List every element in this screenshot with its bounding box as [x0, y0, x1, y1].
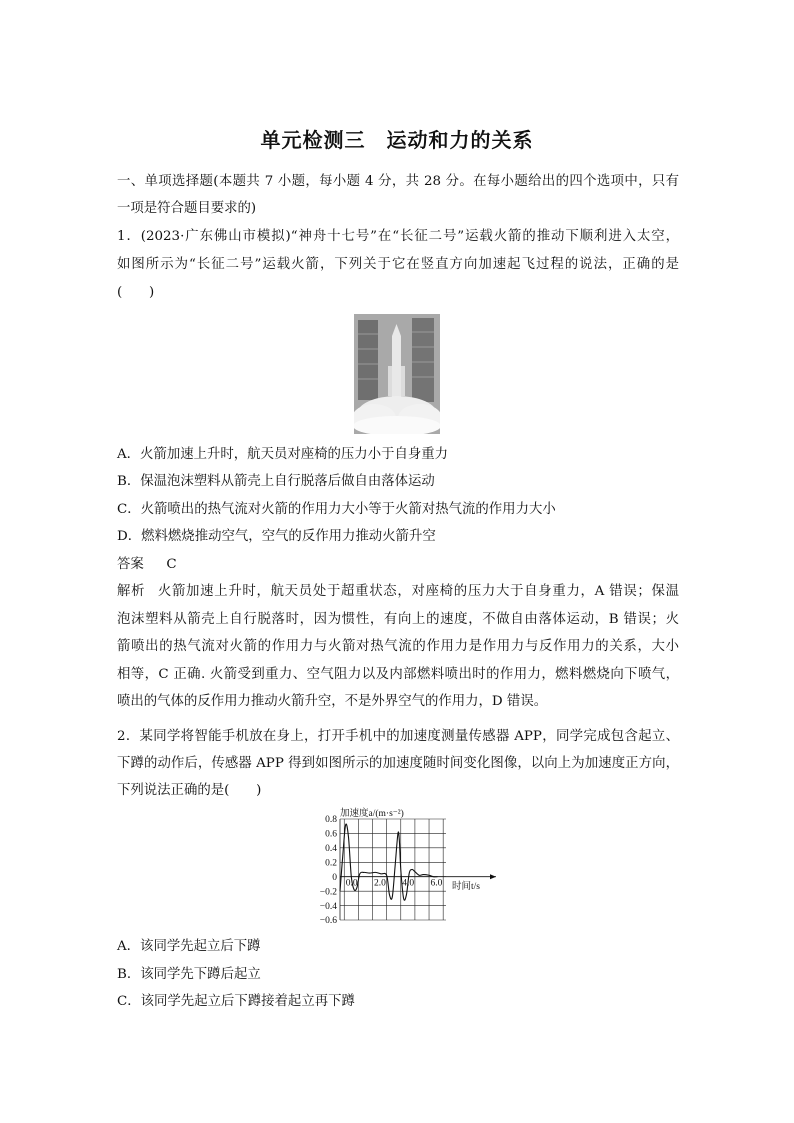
question-2-option-b: B．该同学先下蹲后起立 [117, 967, 261, 982]
question-1-stem-line-1: 1．(2023·广东佛山市模拟)“神舟十七号”在“长征二号”运载火箭的推动下顺利进入太空， [117, 229, 679, 244]
y-tick-label: −0.4 [319, 901, 337, 912]
y-tick-label: 0.8 [325, 815, 337, 826]
acceleration-time-chart [306, 805, 506, 925]
x-axis-label: 时间t/s [452, 882, 480, 892]
x-tick-label: 4.0 [402, 878, 415, 889]
answer-value: C [166, 557, 177, 572]
answer-line [117, 556, 679, 574]
analysis-label: 解析 [117, 584, 146, 599]
y-tick-label: 0.6 [325, 829, 337, 840]
analysis-line-3: 箭喷出的热气流对火箭的作用力与火箭对热气流的作用力是作用力与反作用力的关系，大小 [117, 639, 679, 654]
section-header-line-1: 一、单项选择题(本题共 7 小题，每小题 4 分，共 28 分。在每小题给出的四个选项中，只有 [117, 174, 679, 189]
y-tick-label: 0.4 [325, 844, 337, 855]
page-title: 单元检测三 运动和力的关系 [260, 128, 534, 152]
question-2-option-a: A．该同学先起立后下蹲 [117, 939, 261, 954]
answer-label: 答案 [117, 557, 144, 572]
y-tick-label: 0 [332, 872, 337, 883]
question-2-stem-line-2: 下蹲的动作后，传感器 APP 得到如图所示的加速度随时间变化图像，以向上为加速度正方向， [117, 756, 679, 771]
question-1-stem-line-2: 如图所示为“长征二号”运载火箭，下列关于它在竖直方向加速起飞过程的说法，正确的是 [117, 257, 679, 272]
y-axis-label: 加速度a/(m·s⁻²) [340, 809, 404, 819]
question-1-stem-line-3: ( ) [117, 285, 155, 300]
question-2-stem-line-1: 2．某同学将智能手机放在身上，打开手机中的加速度测量传感器 APP，同学完成包含起立、 [117, 729, 679, 744]
question-1-option-a: A．火箭加速上升时，航天员对座椅的压力小于自身重力 [117, 447, 449, 462]
x-tick-label: 0.0 [345, 878, 358, 889]
chart-svg [306, 805, 506, 925]
x-tick-label: 2.0 [374, 878, 386, 889]
y-tick-label: −0.2 [319, 887, 337, 898]
y-tick-label: 0.2 [325, 858, 337, 869]
question-2-stem-line-3: 下列说法正确的是( ) [117, 783, 262, 798]
y-tick-label: −0.6 [319, 916, 337, 925]
section-header-line-2: 一项是符合题目要求的) [117, 201, 257, 216]
x-tick-label: 6.0 [430, 878, 443, 889]
question-1-option-c: C．火箭喷出的热气流对火箭的作用力大小等于火箭对热气流的作用力大小 [117, 502, 556, 517]
rocket-launch-photo [354, 314, 440, 434]
analysis-line-4: 相等，C 正确. 火箭受到重力、空气阻力以及内部燃料喷出时的作用力，燃料燃烧向下喷气， [117, 667, 679, 682]
question-1-option-d: D．燃料燃烧推动空气，空气的反作用力推动火箭升空 [117, 529, 436, 544]
analysis-line-5: 喷出的气体的反作用力推动火箭升空，不是外界空气的作用力，D 错误。 [117, 694, 548, 709]
analysis-text-1: 火箭加速上升时，航天员处于超重状态，对座椅的压力大于自身重力，A 错误；保温 [157, 584, 679, 599]
analysis-line-1 [117, 583, 679, 601]
question-1-option-b: B．保温泡沫塑料从箭壳上自行脱落后做自由落体运动 [117, 474, 435, 489]
question-2-option-c: C．该同学先起立后下蹲接着起立再下蹲 [117, 994, 355, 1009]
x-axis-arrow [490, 874, 496, 879]
analysis-line-2: 泡沫塑料从箭壳上自行脱落时，因为惯性，有向上的速度，不做自由落体运动，B 错误；火 [117, 612, 679, 627]
